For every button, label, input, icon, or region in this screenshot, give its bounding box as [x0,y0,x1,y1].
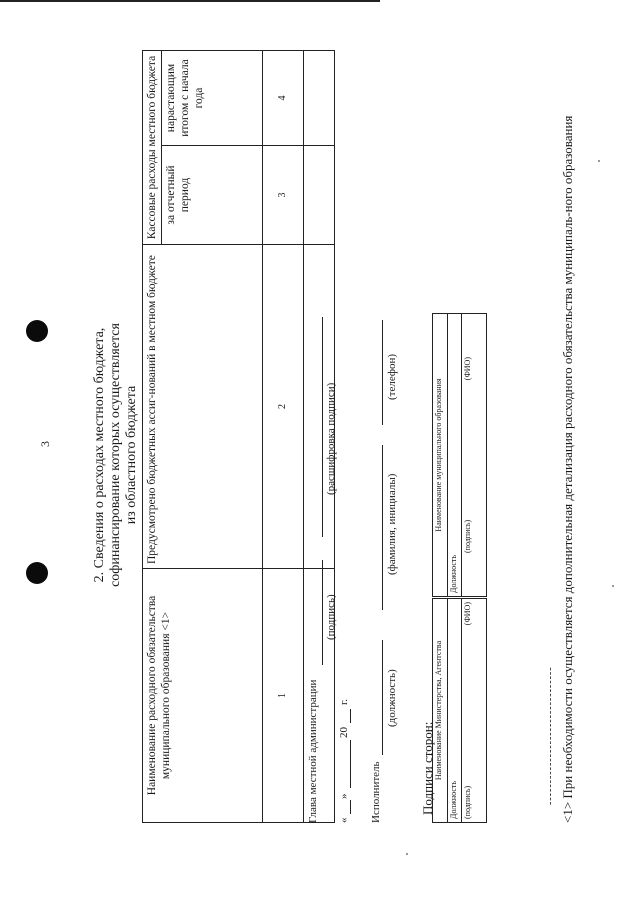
executor-label: Исполнитель [370,761,382,823]
signature-line [382,640,383,755]
header-planned: Предусмотрено бюджетных ассиг-нований в местном бюджете [143,245,263,569]
date-close-quote: » [338,793,350,799]
dolzhnost-caption: (должность) [386,669,398,727]
column-number: 2 [263,245,304,569]
table-cell [304,51,335,146]
header-cumulative: нарастающим итогом с начала года [162,51,263,146]
signature-line [382,445,383,610]
column-number: 1 [263,569,304,823]
parties-header: Подписи сторон: [420,721,435,815]
year-suffix: г. [338,698,350,705]
sign-caption: (подпись) [462,519,472,553]
title-line: софинансирование которых осуществляется [108,323,123,587]
fio-caption: (фамилия, инициалы) [386,473,398,575]
page-number: 3 [38,441,52,447]
date-open-quote: « [338,817,350,823]
party-title: Наименование муниципального образования [433,314,448,597]
podpis-caption: (подпись) [325,594,337,640]
signature-row [463,317,472,593]
title-line: из областного бюджета [124,385,139,525]
header-reporting-period: за отчетный период [162,146,263,245]
section-title [92,305,140,605]
table-cell [304,146,335,245]
date-year-line [350,709,351,723]
year-prefix: 20 [338,727,350,738]
date-day-line [350,800,351,814]
party-municipality-box [432,313,487,597]
telefon-caption: (телефон) [386,353,398,400]
fio-caption: (ФИО) [462,357,472,381]
head-label: Глава местной администрации [307,679,319,823]
position-label: Должность [448,599,461,823]
date-month-line [350,740,351,788]
footnote-separator: -------------------------------- [545,666,556,805]
column-number: 4 [263,51,304,146]
rasshifrovka-caption: (расшифровка подписи) [325,382,337,495]
header-obligation: Наименование расходного обязательства муниципального образования <1> [143,569,263,823]
fio-caption: (ФИО) [462,602,472,626]
position-label: Должность [448,314,461,597]
signature-row [463,602,472,819]
column-number: 3 [263,146,304,245]
party-title: Наименование Министерства, Агентства [433,599,448,823]
signature-line [382,320,383,425]
footnote-text: <1> При необходимости осуществляется дополнительная детализация расходного обязательства муниципаль-ного образования [560,115,575,823]
signature-line [322,317,323,537]
sign-caption: (подпись) [462,785,472,819]
signature-line [322,560,323,665]
party-ministry-box [432,598,487,823]
title-line: 2. Сведения о расходах местного бюджета, [92,327,107,583]
header-cash-expenses: Кассовые расходы местного бюджета [143,51,162,245]
